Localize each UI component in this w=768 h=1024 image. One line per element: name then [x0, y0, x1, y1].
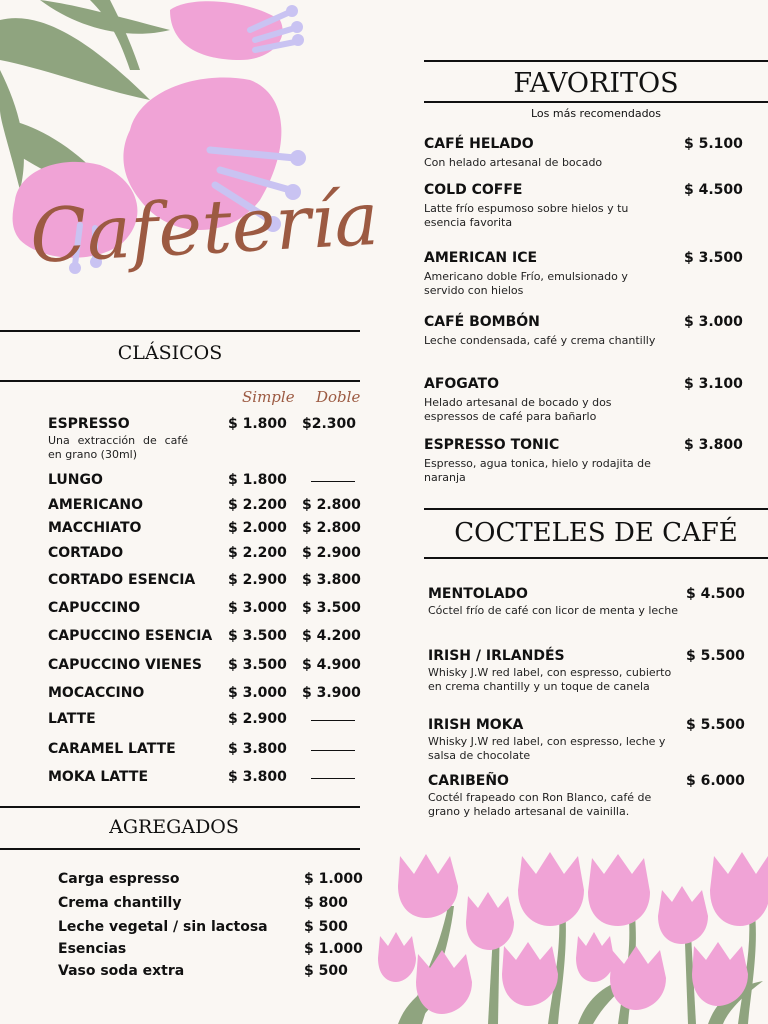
column-header-doble: Doble	[316, 388, 361, 406]
clasicos-item-price-simple: $ 2.200	[228, 545, 287, 561]
section-title-agregados: AGREGADOS	[109, 816, 239, 838]
cocteles-item-price: $ 6.000	[686, 773, 745, 789]
agregados-item-price: $ 800	[304, 895, 348, 911]
favoritos-item-name: COLD COFFE	[424, 182, 523, 198]
clasicos-item-name: ESPRESSO	[48, 416, 130, 432]
agregados-item-name: Leche vegetal / sin lactosa	[58, 919, 268, 935]
agregados-item-name: Crema chantilly	[58, 895, 182, 911]
favoritos-item-name: CAFÉ HELADO	[424, 136, 534, 152]
column-header-simple: Simple	[242, 388, 295, 406]
price-unavailable-dash	[311, 720, 355, 721]
favoritos-item-name: AFOGATO	[424, 376, 499, 392]
favoritos-item-description: Latte frío espumoso sobre hielos y tu esencia favorita	[424, 202, 629, 229]
clasicos-item-price-simple: $ 3.000	[228, 685, 287, 701]
favoritos-subtitle: Los más recomendados	[530, 107, 662, 120]
favoritos-item-price: $ 3.800	[684, 437, 743, 453]
clasicos-item-price-doble: $ 4.900	[302, 657, 361, 673]
clasicos-item-price-simple: $ 3.500	[228, 628, 287, 644]
favoritos-item-price: $ 3.100	[684, 376, 743, 392]
cocteles-item-name: IRISH / IRLANDÉS	[428, 648, 565, 664]
agregados-item-price: $ 500	[304, 963, 348, 979]
favoritos-item-description: Con helado artesanal de bocado	[424, 156, 603, 169]
clasicos-item-name: LATTE	[48, 711, 96, 727]
favoritos-item-name: ESPRESSO TONIC	[424, 437, 560, 453]
cocteles-item-price: $ 5.500	[686, 648, 745, 664]
cocteles-item-price: $ 5.500	[686, 717, 745, 733]
favoritos-item-description: Leche condensada, café y crema chantilly	[424, 334, 656, 347]
clasicos-item-name: CARAMEL LATTE	[48, 741, 176, 757]
clasicos-item-name: AMERICANO	[48, 497, 144, 513]
clasicos-item-price-doble: $ 3.900	[302, 685, 361, 701]
favoritos-item-price: $ 5.100	[684, 136, 743, 152]
clasicos-item-price-doble: $ 2.800	[302, 520, 361, 536]
clasicos-item-name: MACCHIATO	[48, 520, 142, 536]
espresso-description: Una extracción de café en grano (30ml)	[48, 434, 188, 461]
clasicos-item-price-simple: $ 2.900	[228, 711, 287, 727]
divider	[0, 806, 360, 808]
clasicos-item-price-doble: $ 2.800	[302, 497, 361, 513]
clasicos-item-name: CORTADO ESENCIA	[48, 572, 196, 588]
price-unavailable-dash	[311, 750, 355, 751]
clasicos-item-price-doble: $ 3.500	[302, 600, 361, 616]
divider	[424, 60, 768, 62]
clasicos-item-name: CAPUCCINO	[48, 600, 141, 616]
favoritos-item-description: Espresso, agua tonica, hielo y rodajita de naranja	[424, 457, 651, 484]
price-unavailable-dash	[311, 481, 355, 482]
agregados-item-price: $ 1.000	[304, 941, 363, 957]
favoritos-item-price: $ 3.000	[684, 314, 743, 330]
cocteles-item-description: Whisky J.W red label, con espresso, cubierto en crema chantilly y un toque de canela	[428, 666, 672, 693]
agregados-item-name: Esencias	[58, 941, 127, 957]
divider	[424, 101, 768, 103]
clasicos-item-price-simple: $ 3.800	[228, 741, 287, 757]
price-unavailable-dash	[311, 778, 355, 779]
clasicos-item-name: CAPUCCINO ESENCIA	[48, 628, 213, 644]
clasicos-item-price-simple: $ 2.900	[228, 572, 287, 588]
clasicos-item-price-simple: $ 1.800	[228, 416, 287, 432]
clasicos-item-price-simple: $ 2.000	[228, 520, 287, 536]
favoritos-item-name: CAFÉ BOMBÓN	[424, 314, 540, 330]
favoritos-item-price: $ 4.500	[684, 182, 743, 198]
clasicos-item-price-doble: $ 3.800	[302, 572, 361, 588]
cocteles-item-description: Coctél frapeado con Ron Blanco, café de grano y helado artesanal de vainilla.	[428, 791, 652, 818]
section-title-favoritos: FAVORITOS	[513, 68, 679, 99]
cocteles-item-name: IRISH MOKA	[428, 717, 524, 733]
clasicos-item-price-doble: $ 4.200	[302, 628, 361, 644]
clasicos-item-price-simple: $ 3.000	[228, 600, 287, 616]
favoritos-item-name: AMERICAN ICE	[424, 250, 538, 266]
divider	[424, 508, 768, 510]
favoritos-item-price: $ 3.500	[684, 250, 743, 266]
clasicos-item-price-doble: $ 2.900	[302, 545, 361, 561]
tulip-illustration-bottom	[378, 846, 768, 1024]
cocteles-item-price: $ 4.500	[686, 586, 745, 602]
clasicos-item-name: MOCACCINO	[48, 685, 145, 701]
clasicos-item-price-simple: $ 1.800	[228, 472, 287, 488]
divider	[424, 557, 768, 559]
clasicos-item-price-simple: $ 2.200	[228, 497, 287, 513]
agregados-item-name: Vaso soda extra	[58, 963, 185, 979]
agregados-item-name: Carga espresso	[58, 871, 180, 887]
clasicos-item-price-simple: $ 3.800	[228, 769, 287, 785]
section-title-cocteles: COCTELES DE CAFÉ	[454, 518, 738, 548]
brand-title: Cafetería	[27, 175, 381, 281]
section-title-clasicos: CLÁSICOS	[117, 342, 223, 364]
clasicos-item-name: MOKA LATTE	[48, 769, 149, 785]
favoritos-item-description: Helado artesanal de bocado y dos espressos de café para bañarlo	[424, 396, 612, 423]
cocteles-item-name: MENTOLADO	[428, 586, 528, 602]
cocteles-item-description: Cóctel frío de café con licor de menta y leche	[428, 604, 678, 617]
clasicos-item-name: LUNGO	[48, 472, 103, 488]
favoritos-item-description: Americano doble Frío, emulsionado y servido con hielos	[424, 270, 628, 297]
cocteles-item-description: Whisky J.W red label, con espresso, leche y salsa de chocolate	[428, 735, 666, 762]
agregados-item-price: $ 500	[304, 919, 348, 935]
divider	[0, 380, 360, 382]
clasicos-item-price-simple: $ 3.500	[228, 657, 287, 673]
agregados-item-price: $ 1.000	[304, 871, 363, 887]
divider	[0, 330, 360, 332]
clasicos-item-name: CAPUCCINO VIENES	[48, 657, 202, 673]
divider	[0, 848, 360, 850]
clasicos-item-name: CORTADO	[48, 545, 124, 561]
cocteles-item-name: CARIBEÑO	[428, 773, 509, 789]
clasicos-item-price-doble: $2.300	[302, 416, 357, 432]
